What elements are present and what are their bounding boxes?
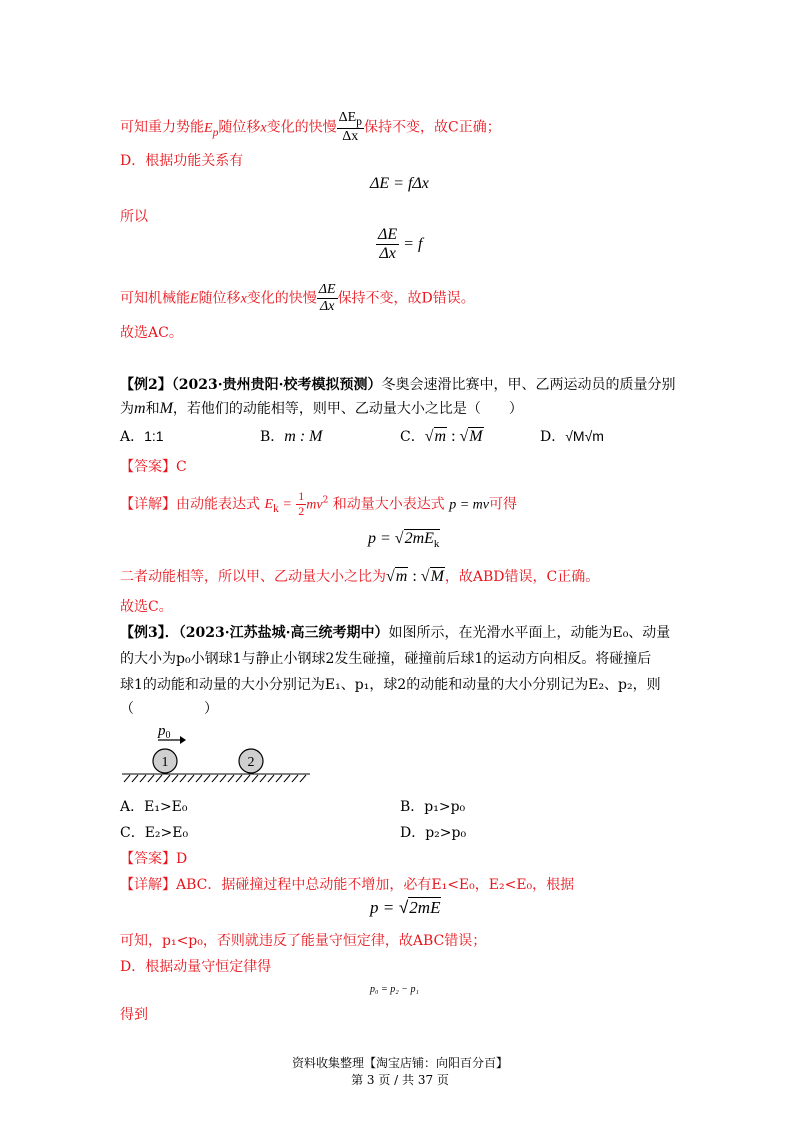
text-suoyi: 所以 (120, 209, 148, 225)
text-dedao: 得到 (120, 1007, 148, 1023)
ball-2-label: 2 (247, 755, 255, 770)
example3-stem-line2: 的大小为p₀小钢球1与静止小钢球2发生碰撞，碰撞前后球1的运动方向相反。将碰撞后 (120, 651, 652, 667)
example2-stem-line1: 【例2】（2023·贵州贵阳·校考模拟预测）冬奥会速滑比赛中，甲、乙两运动员的质量分别 (120, 377, 676, 393)
example2-equation-p: $p = √2mE_k$ (368, 530, 440, 551)
example2-ratio-line: 二者动能相等，所以甲、乙动量大小之比为√m : √M，故ABD错误，C正确。 (120, 568, 600, 585)
fraction-dEp-dx: $\frac{\Delta E_p}{\Delta x}$ (338, 110, 362, 145)
example3-option-a[interactable]: A．E₁>E₀ (120, 799, 188, 815)
example2-option-d[interactable]: D．√M√m (540, 428, 604, 445)
example3-equation-p: p = √2mE (370, 898, 441, 917)
example2-stem-line2: 为m和M，若他们的动能相等，则甲、乙动量大小之比是（ ） (120, 400, 523, 417)
footer-page-number: 第 3 页 / 共 37 页 (351, 1073, 449, 1087)
example3-detail: 【详解】ABC．据碰撞过程中总动能不增加，必有E₁<E₀，E₂<E₀，根据 (120, 877, 575, 893)
example2-option-a[interactable]: A．1:1 (120, 428, 164, 445)
example3-option-c[interactable]: C．E₂>E₀ (120, 825, 189, 841)
ball-1-label: 1 (161, 755, 169, 770)
momentum-label: $p_0$ (158, 723, 171, 741)
option-d-label: D．根据功能关系有 (120, 153, 244, 169)
text-line-gravity-energy: 可知重力势能$E_p$随位移x变化的快慢 $\frac{\Delta E_p}{\Delta x}$ 保持不变，故C正确； (120, 110, 501, 145)
example3-option-d-label: D．根据动量守恒定律得 (120, 959, 272, 975)
example3-stem-line1: 【例3】．（2023·江苏盐城·高三统考期中）如图所示，在光滑水平面上，动能为E₀、动量 (120, 625, 671, 641)
example2-answer: 【答案】C (120, 459, 187, 475)
example2-conclusion: 故选C。 (120, 599, 173, 615)
footer-source: 资料收集整理【淘宝店铺：向阳百分百】 (291, 1056, 508, 1070)
example3-option-d[interactable]: D．p₂>p₀ (400, 825, 467, 841)
example3-momentum-equation: p₀ = p₂ − p₁ (370, 984, 419, 995)
example3-stem-line3: 球1的动能和动量的大小分别记为E₁、p₁，球2的动能和动量的大小分别记为E₂、p₂，则 (120, 677, 661, 693)
example3-answer: 【答案】D (120, 851, 188, 867)
collision-figure (118, 718, 318, 786)
example2-detail: 【详解】由动能表达式 $E_k$ = $\frac{1}{2}$ $mv^2$ 和动量大小表达式 p = mv可得 (120, 489, 517, 518)
example3-stem-line4: （ ） (120, 701, 218, 717)
example2-option-c[interactable]: C．√m : √M (400, 428, 483, 445)
example3-option-b[interactable]: B．p₁>p₀ (400, 799, 466, 815)
conclusion-ac: 故选AC。 (120, 325, 183, 341)
example2-option-b[interactable]: B．m : M (260, 428, 323, 445)
equation-energy: ΔE = fΔx (370, 175, 429, 192)
text-line-mechanical-energy: 可知机械能E随位移x变化的快慢 $\frac{\Delta E}{\Delta x}$ 保持不变，故D错误。 (120, 282, 475, 315)
ground-surface (122, 774, 310, 782)
example3-inequality-line: 可知，p₁<p₀，否则就违反了能量守恒定律，故ABC错误； (120, 933, 487, 949)
equation-fraction-f: $\frac{\Delta E}{\Delta x}$ = f (378, 226, 423, 263)
